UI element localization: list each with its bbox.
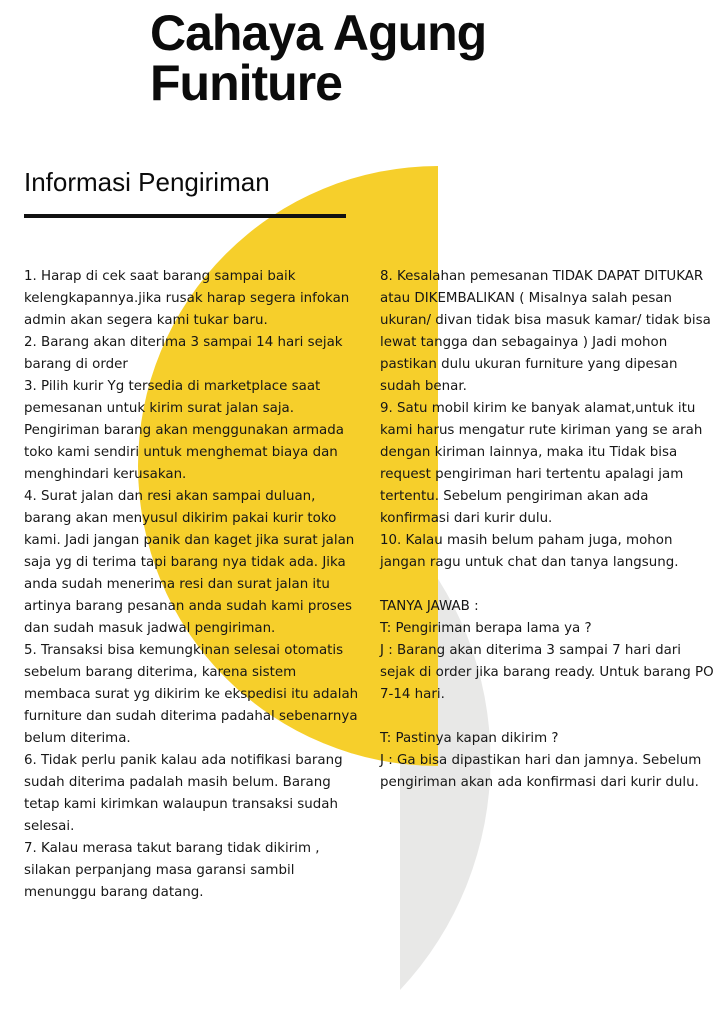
faq-question-1: T: Pengiriman berapa lama ya ? [380, 621, 592, 636]
right-column [380, 266, 716, 794]
list-item-4: 4. Surat jalan dan resi akan sampai duluan, barang akan menyusul dikirim pakai kurir toko kami. Jadi jangan panik dan kaget jika surat jalan saja yg di terima tapi barang nya tidak ada. Jika anda sudah menerima resi dan surat jalan itu artinya barang pesanan anda sudah kami proses dan sudah masuk jadwal pengiriman. [24, 489, 355, 636]
faq-question-2: T: Pastinya kapan dikirim ? [380, 731, 559, 746]
spacer [380, 574, 716, 596]
spacer [380, 706, 716, 728]
heading-underline [24, 214, 346, 218]
list-item-5: 5. Transaksi bisa kemungkinan selesai otomatis sebelum barang diterima, karena sistem membaca surat yg dikirim ke ekspedisi itu adalah furniture dan sudah diterima padahal sebenarnya belum diterima. [24, 643, 359, 746]
brand-title [150, 5, 630, 111]
list-item-8: 8. Kesalahan pemesanan TIDAK DAPAT DITUKAR atau DIKEMBALIKAN ( Misalnya salah pesan ukuran/ divan tidak bisa masuk kamar/ tidak bisa lewat tangga dan sebagainya ) Jadi mohon pastikan dulu ukuran furniture yang dipesan sudah benar. [380, 269, 711, 394]
section-heading: Informasi Pengiriman [24, 167, 270, 197]
list-item-7: 7. Kalau merasa takut barang tidak dikirim , silakan perpanjang masa garansi sambil menunggu barang datang. [24, 841, 320, 900]
faq-answer-2: J : Ga bisa dipastikan hari dan jamnya. Sebelum pengiriman akan ada konfirmasi dari kurir dulu. [380, 753, 702, 790]
left-column [24, 266, 359, 904]
list-item-3: 3. Pilih kurir Yg tersedia di marketplace saat pemesanan untuk kirim surat jalan saja. Pengiriman barang akan menggunakan armada toko kami sendiri untuk menghemat biaya dan menghindari kerusakan. [24, 379, 344, 482]
brand-title-line1: Cahaya Agung [150, 5, 487, 61]
faq-heading: TANYA JAWAB : [380, 599, 479, 614]
list-item-6: 6. Tidak perlu panik kalau ada notifikasi barang sudah diterima padalah masih belum. Barang tetap kami kirimkan walaupun transaksi sudah selesai. [24, 753, 343, 834]
list-item-1: 1. Harap di cek saat barang sampai baik kelengkapannya.jika rusak harap segera infokan admin akan segera kami tukar baru. [24, 269, 350, 328]
list-item-2: 2. Barang akan diterima 3 sampai 14 hari sejak barang di order [24, 335, 343, 372]
brand-title-line2: Funiture [150, 55, 342, 111]
list-item-10: 10. Kalau masih belum paham juga, mohon jangan ragu untuk chat dan tanya langsung. [380, 533, 679, 570]
faq-answer-1: J : Barang akan diterima 3 sampai 7 hari dari sejak di order jika barang ready. Untuk barang PO 7-14 hari. [380, 643, 714, 702]
list-item-9: 9. Satu mobil kirim ke banyak alamat,untuk itu kami harus mengatur rute kiriman yang se arah dengan kiriman lainnya, maka itu Tidak bisa request pengiriman hari tertentu apalagi jam tertentu. Sebelum pengiriman akan ada konfirmasi dari kurir dulu. [380, 401, 703, 526]
